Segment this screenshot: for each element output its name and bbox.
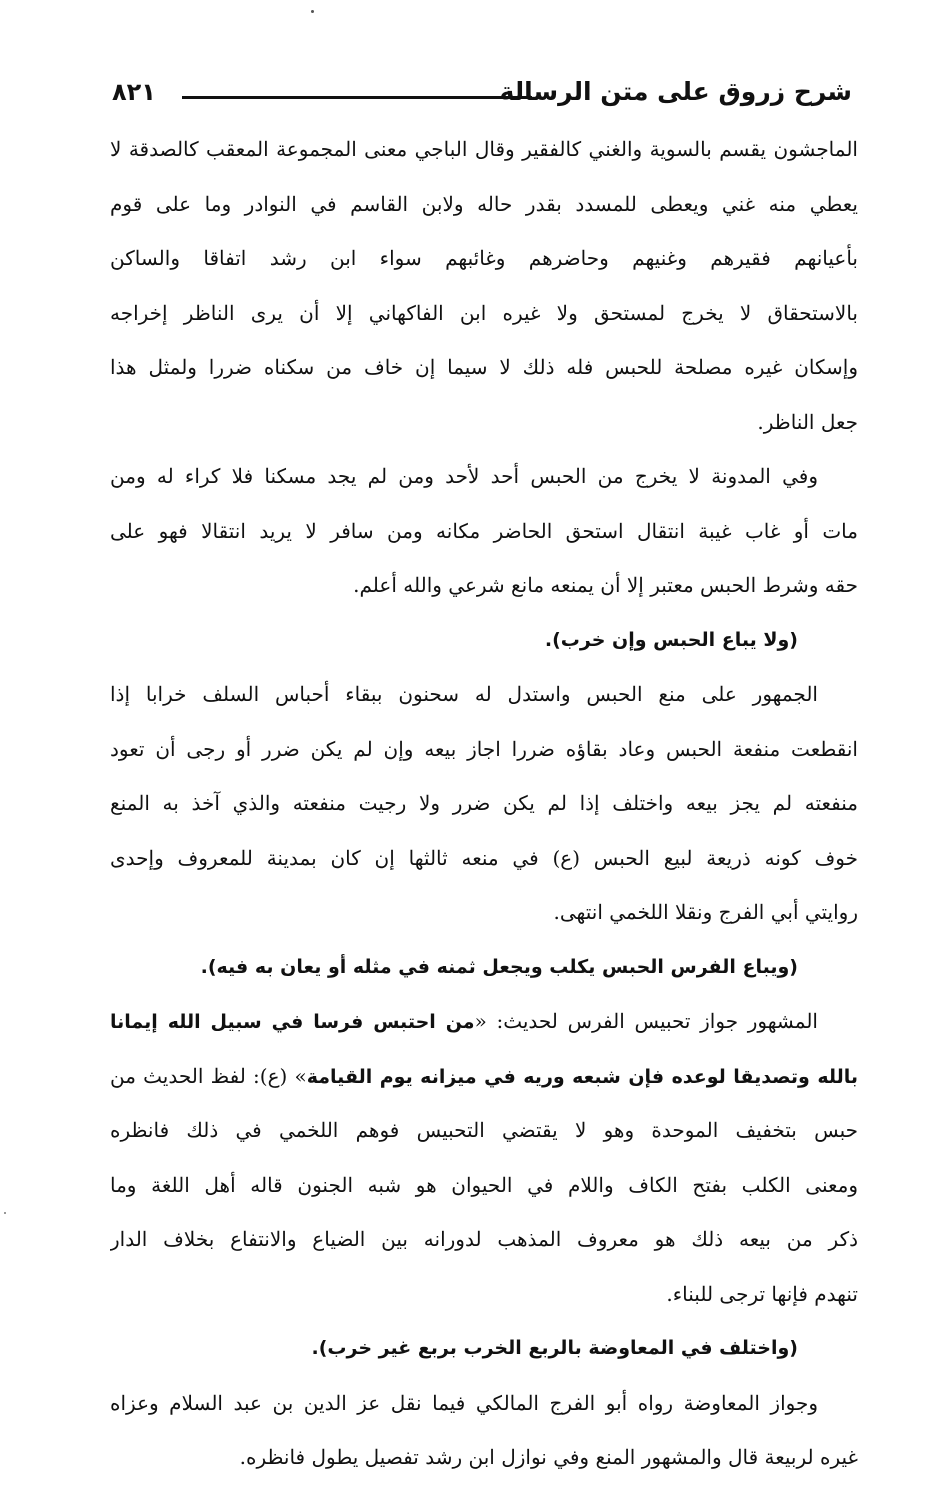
running-title: شرح زروق على متن الرسالة [499,77,852,106]
text-line: يعطي منه غني ويعطى للمسدد بقدر حاله ولابن القاسم في النوادر وما على قوم [110,191,858,216]
text-line: ذكر من بيعه ذلك هو معروف المذهب لدورانه بين الضياع والانتفاع بخلاف الدار [110,1227,858,1251]
text-line: وجواز المعاوضة رواه أبو الفرج المالكي فيما نقل عز الدين بن عبد السلام وعزاه [110,1390,818,1415]
text-line: خوف كونه ذريعة لبيع الحبس (ع) في منعه ثالثها إن كان بمدينة للمعروف وإحدى [110,845,858,870]
text-line: وفي المدونة لا يخرج من الحبس أحد لأحد ومن لم يجد مسكنا فلا كراء له ومن [110,464,818,488]
hadith-quote: بالله وتصديقا لوعده فإن شبعه وريه في ميزانه يوم القيامة [306,1065,858,1088]
section-heading: (ويباع الفرس الحبس يكلب ويجعل ثمنه في مثله أو يعان به فيه). [200,955,798,978]
text-line: مات أو غاب غيبة انتقال استحق الحاضر مكانه ومن سافر لا يريد انتقالا فهو على [110,518,858,543]
body-text [110,122,858,1485]
header-rule [182,96,532,99]
text-line: ومعنى الكلب بفتح الكاف واللام في الحيوان هو شبه الجنون قاله أهل اللغة وما [110,1172,858,1197]
hadith-quote: من احتبس فرسا في سبيل الله إيمانا [110,1011,475,1033]
text-line: الجمهور على منع الحبس واستدل له سحنون ببقاء أحباس السلف خرابا إذا [110,682,818,706]
text-line: بأعيانهم فقيرهم وغنيهم وحاضرهم وغائبهم سواء ابن رشد اتفاقا والساكن [110,246,858,270]
page-number: ٨٢١ [112,78,156,106]
text-line: الماجشون يقسم بالسوية والغني كالفقير وقال الباجي معنى المجموعة المعقب كالصدقة لا [110,137,858,161]
page-header [112,72,852,116]
text-line: تنهدم فإنها ترجى للبناء. [666,1281,858,1306]
text-line: بالاستحقاق لا يخرج لمستحق ولا غيره ابن الفاكهاني إلا أن يرى الناظر إخراجه [110,300,858,325]
section-heading: (ولا يباع الحبس وإن خرب). [544,628,798,651]
text-line: وإسكان غيره مصلحة للحبس فله ذلك لا سيما إن خاف من سكناه ضررا ولمثل هذا [110,355,858,379]
text-line [110,1049,858,1104]
text-line: انقطعت منفعة الحبس وعاد بقاؤه ضررا اجاز بيعه وإن لم يكن ضرر أو رجى أن تعود [110,736,858,761]
scan-speck [4,1212,6,1214]
scan-speck [311,10,314,13]
text-line: جعل الناظر. [757,409,858,434]
text-line: روايتي أبي الفرج ونقلا اللخمي انتهى. [553,900,858,924]
text-run: » (ع): لفظ الحديث من [110,1063,307,1088]
text-line: حبس بتخفيف الموحدة وهو لا يقتضي التحبيس فوهم اللخمي في ذلك فانظره [110,1118,858,1142]
text-line: غيره لربيعة قال والمشهور المنع وفي نوازل ابن رشد تفصيل يطول فانظره. [239,1445,858,1469]
text-run: المشهور جواز تحبيس الفرس لحديث: « [474,1009,818,1033]
text-line: منفعته لم يجز بيعه واختلف إذا لم يكن ضرر ولا رجيت منفعته والذي آخذ به المنع [110,791,858,815]
text-line: حقه وشرط الحبس معتبر إلا أن يمنعه مانع شرعي والله أعلم. [353,573,858,597]
text-line [110,994,858,1049]
section-heading: (واختلف في المعاوضة بالربع الخرب بربع غير خرب). [311,1337,798,1359]
